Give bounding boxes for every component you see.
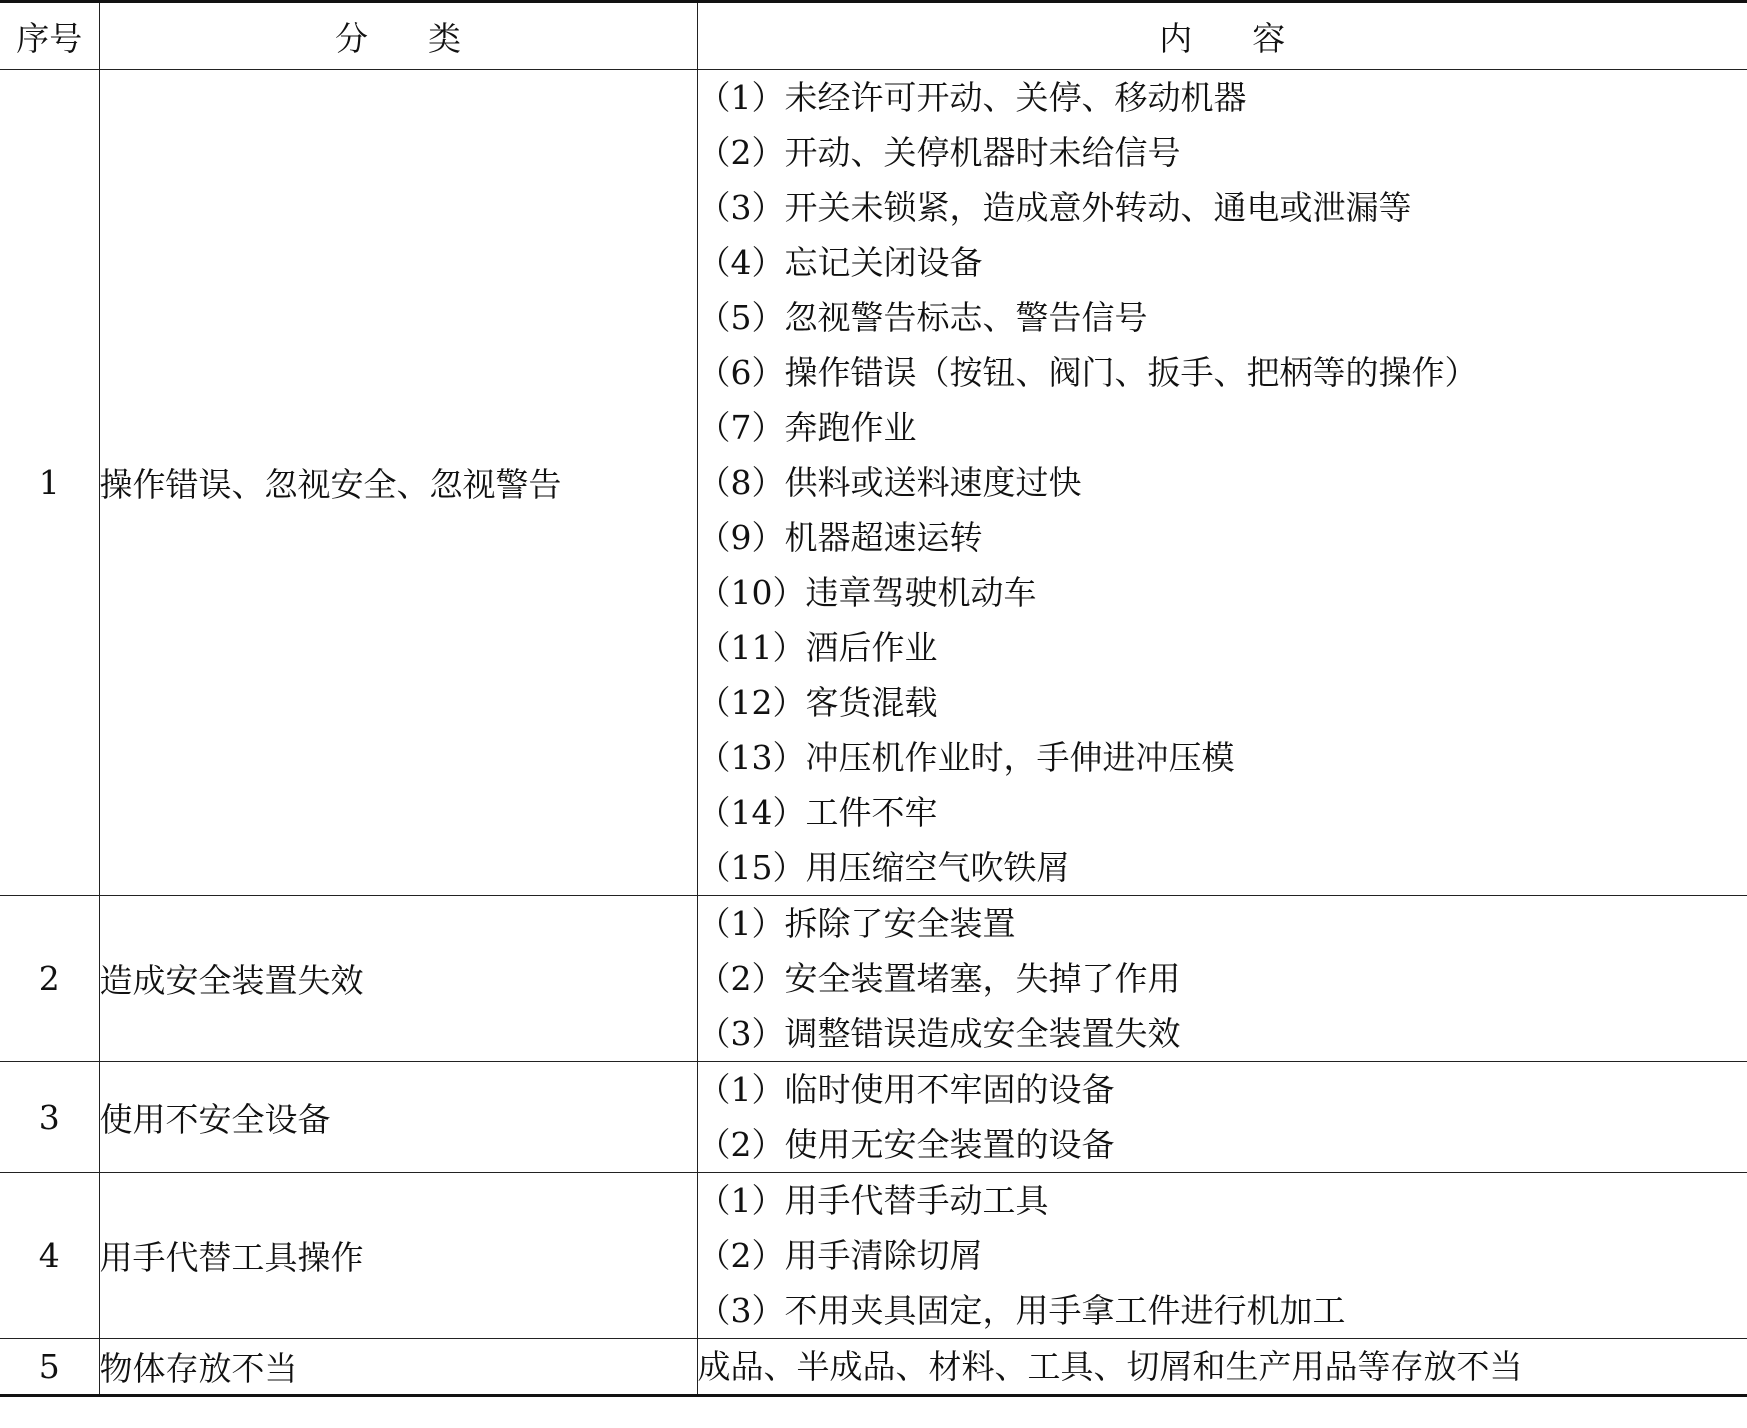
content-item: （3）开关未锁紧，造成意外转动、通电或泄漏等 bbox=[697, 188, 1412, 227]
content-item: （11）酒后作业 bbox=[697, 628, 938, 667]
row-content bbox=[697, 1173, 1747, 1339]
row-category: 用手代替工具操作 bbox=[99, 1173, 697, 1339]
header-category-part-1: 分 bbox=[335, 18, 368, 58]
row-seq: 5 bbox=[0, 1339, 99, 1396]
content-item: （12）客货混载 bbox=[697, 683, 938, 722]
row-seq: 1 bbox=[0, 70, 99, 896]
content-item: （14）工件不牢 bbox=[697, 793, 938, 832]
table-row bbox=[0, 70, 1747, 896]
content-item: （4）忘记关闭设备 bbox=[697, 243, 983, 282]
content-item: 成品、半成品、材料、工具、切屑和生产用品等存放不当 bbox=[697, 1347, 1523, 1386]
header-category-part-2: 类 bbox=[428, 18, 461, 58]
table-row bbox=[0, 1062, 1747, 1173]
content-item: （5）忽视警告标志、警告信号 bbox=[697, 298, 1148, 337]
row-content bbox=[697, 1339, 1747, 1396]
header-row bbox=[0, 2, 1747, 70]
row-seq: 2 bbox=[0, 896, 99, 1062]
content-item: （3）不用夹具固定，用手拿工件进行机加工 bbox=[697, 1291, 1346, 1330]
content-item: （2）用手清除切屑 bbox=[697, 1236, 983, 1275]
content-item: （1）用手代替手动工具 bbox=[697, 1181, 1049, 1220]
header-content-part-1: 内 bbox=[1159, 18, 1193, 58]
row-content bbox=[697, 1062, 1747, 1173]
table-row bbox=[0, 896, 1747, 1062]
table-row bbox=[0, 1339, 1747, 1396]
row-category: 使用不安全设备 bbox=[99, 1062, 697, 1173]
content-item: （1）拆除了安全装置 bbox=[697, 904, 1016, 943]
content-item: （13）冲压机作业时，手伸进冲压模 bbox=[697, 738, 1235, 777]
content-item: （2）使用无安全装置的设备 bbox=[697, 1125, 1115, 1164]
header-content bbox=[697, 2, 1747, 70]
content-item: （6）操作错误（按钮、阀门、扳手、把柄等的操作） bbox=[697, 353, 1478, 392]
content-item: （1）临时使用不牢固的设备 bbox=[697, 1070, 1115, 1109]
content-item: （10）违章驾驶机动车 bbox=[697, 573, 1037, 612]
row-category: 造成安全装置失效 bbox=[99, 896, 697, 1062]
content-item: （2）开动、关停机器时未给信号 bbox=[697, 133, 1181, 172]
content-item: （3）调整错误造成安全装置失效 bbox=[697, 1014, 1181, 1053]
header-content-part-2: 容 bbox=[1252, 18, 1286, 58]
table-row bbox=[0, 1173, 1747, 1339]
row-content bbox=[697, 896, 1747, 1062]
row-category: 操作错误、忽视安全、忽视警告 bbox=[99, 70, 697, 896]
row-category: 物体存放不当 bbox=[99, 1339, 697, 1396]
header-seq: 序号 bbox=[0, 2, 99, 70]
content-item: （7）奔跑作业 bbox=[697, 408, 917, 447]
row-content bbox=[697, 70, 1747, 896]
header-category bbox=[99, 2, 697, 70]
content-item: （1）未经许可开动、关停、移动机器 bbox=[697, 78, 1247, 117]
content-item: （2）安全装置堵塞，失掉了作用 bbox=[697, 959, 1181, 998]
content-item: （9）机器超速运转 bbox=[697, 518, 983, 557]
row-seq: 4 bbox=[0, 1173, 99, 1339]
row-seq: 3 bbox=[0, 1062, 99, 1173]
content-item: （15）用压缩空气吹铁屑 bbox=[697, 848, 1070, 887]
content-item: （8）供料或送料速度过快 bbox=[697, 463, 1082, 502]
